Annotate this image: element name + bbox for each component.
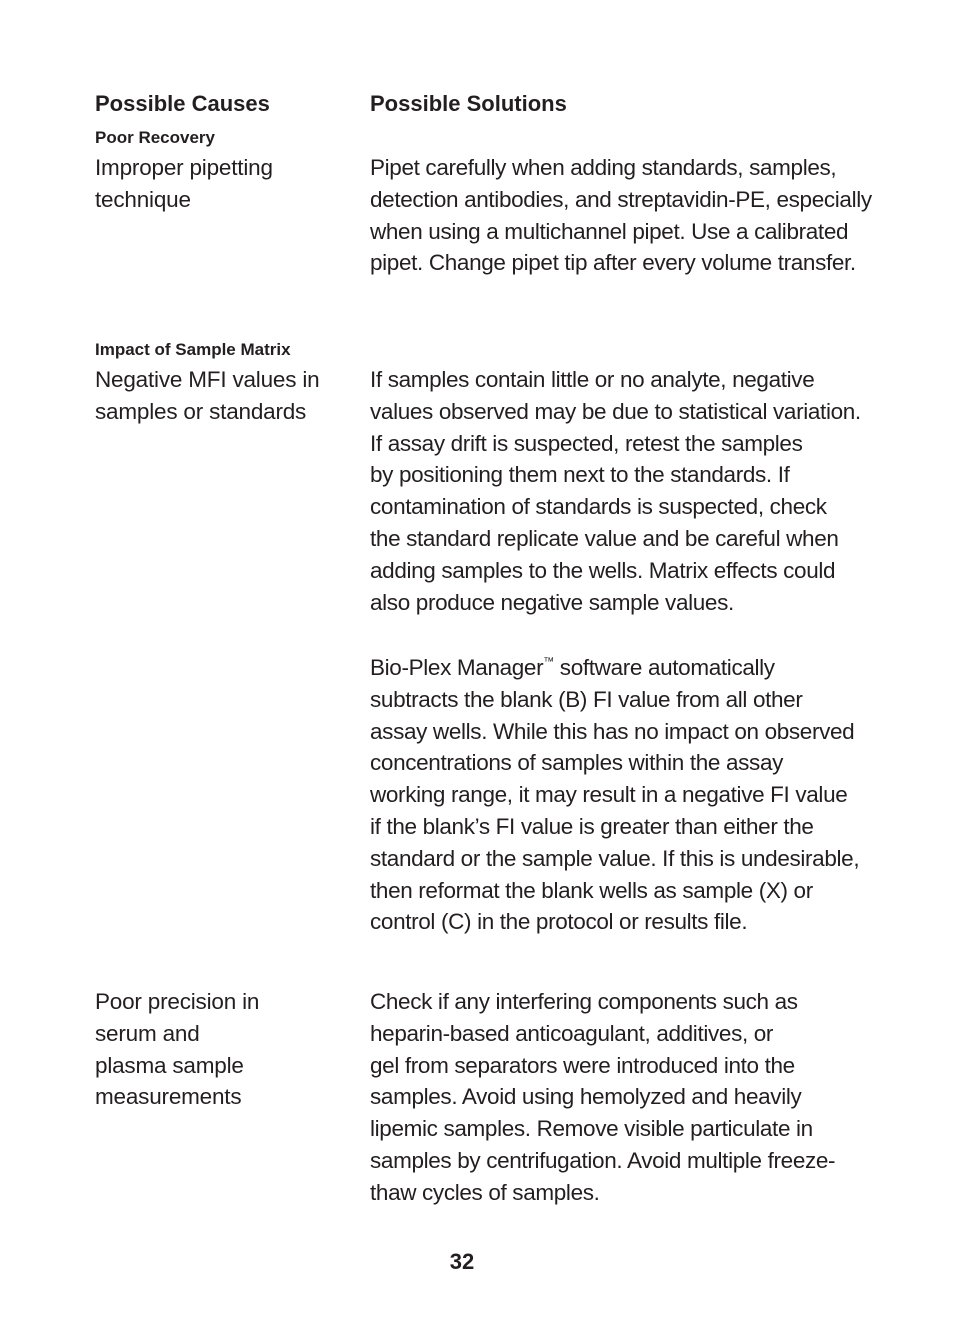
solution-line-first <box>370 647 875 684</box>
cause-line: Poor precision in <box>95 989 260 1014</box>
solution-line: when using a multichannel pipet. Use a calibrated <box>370 218 849 244</box>
solution-line: detection antibodies, and streptavidin-PE, especially <box>370 186 872 212</box>
solution-line: samples by centrifugation. Avoid multiple freeze- <box>370 1147 836 1173</box>
solution-line: working range, it may result in a negative FI value <box>370 782 848 808</box>
solution-line: concentrations of samples within the assay <box>370 750 784 776</box>
solution-line: Pipet carefully when adding standards, samples, <box>370 155 837 180</box>
solution-line: subtracts the blank (B) FI value from all other <box>370 686 803 712</box>
causes-column-header: Possible Causes <box>95 91 270 116</box>
solution-line: control (C) in the protocol or results file. <box>370 909 748 935</box>
solution-line: If samples contain little or no analyte, negative <box>370 367 815 392</box>
solution-line: assay wells. While this has no impact on observed <box>370 718 855 744</box>
solution-negative-mfi-paragraph-2 <box>370 647 875 938</box>
section-title-poor-recovery: Poor Recovery <box>95 128 215 147</box>
product-name-suffix: software automatically <box>553 655 775 680</box>
solution-pipetting <box>370 152 875 279</box>
section-title-impact-of-sample-matrix: Impact of Sample Matrix <box>95 340 291 359</box>
solution-line: Check if any interfering components such as <box>370 989 798 1014</box>
solution-line: lipemic samples. Remove visible particulate in <box>370 1116 813 1142</box>
cause-line: serum and <box>95 1020 200 1046</box>
cause-line: samples or standards <box>95 398 307 424</box>
solution-line: heparin-based anticoagulant, additives, or <box>370 1020 774 1046</box>
cause-poor-precision <box>95 986 345 1113</box>
page-number: 32 <box>449 1249 475 1274</box>
cause-line: measurements <box>95 1084 242 1110</box>
cause-negative-mfi-values <box>95 364 345 428</box>
product-name: Bio-Plex Manager <box>370 655 544 680</box>
cause-line: technique <box>95 186 191 212</box>
solution-line: pipet. Change pipet tip after every volume transfer. <box>370 250 856 276</box>
solution-line: gel from separators were introduced into the <box>370 1052 795 1078</box>
solution-line: values observed may be due to statistical variation. <box>370 398 861 424</box>
solution-line: thaw cycles of samples. <box>370 1179 600 1205</box>
cause-improper-pipetting <box>95 152 345 216</box>
solution-line: then reformat the blank wells as sample (X) or <box>370 877 813 903</box>
solution-line: by positioning them next to the standards. If <box>370 462 790 488</box>
solution-line: samples. Avoid using hemolyzed and heavily <box>370 1084 802 1110</box>
solution-line: standard or the sample value. If this is undesirable, <box>370 845 860 871</box>
solution-line: adding samples to the wells. Matrix effects could <box>370 557 836 583</box>
solution-line: if the blank’s FI value is greater than either the <box>370 813 814 839</box>
solution-line: the standard replicate value and be careful when <box>370 525 839 551</box>
solution-line: If assay drift is suspected, retest the samples <box>370 430 803 456</box>
solution-line: also produce negative sample values. <box>370 589 734 615</box>
solution-poor-precision <box>370 986 875 1209</box>
solution-line: contamination of standards is suspected, check <box>370 494 827 520</box>
trademark-symbol: ™ <box>543 656 554 668</box>
cause-line: plasma sample <box>95 1052 244 1078</box>
solution-negative-mfi-paragraph-1 <box>370 364 875 618</box>
cause-line: Improper pipetting <box>95 155 273 180</box>
solutions-column-header: Possible Solutions <box>370 91 567 116</box>
cause-line: Negative MFI values in <box>95 367 320 392</box>
